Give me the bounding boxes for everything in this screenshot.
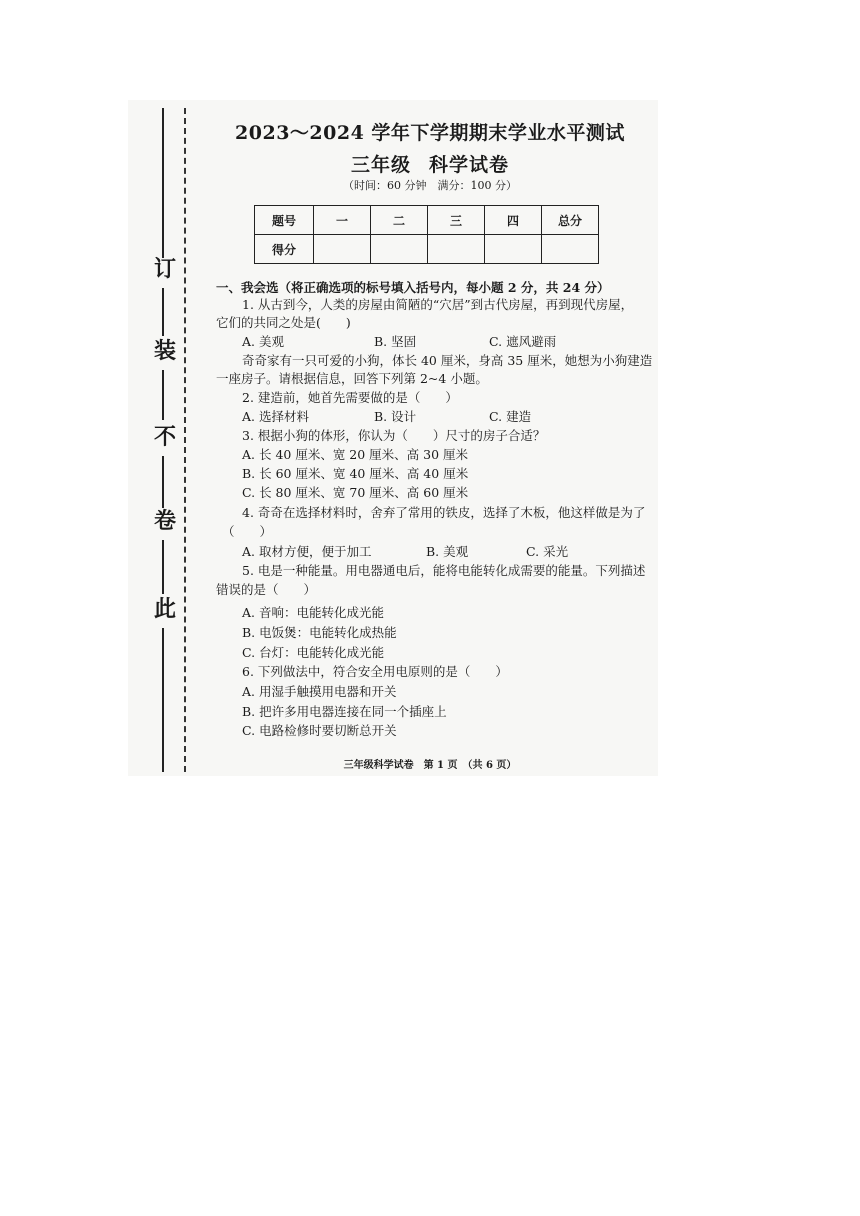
passage-line1: 奇奇家有一只可爱的小狗，体长 40 厘米，身高 35 厘米，她想为小狗建造 bbox=[242, 353, 653, 368]
option-2a: A. 选择材料 bbox=[242, 409, 309, 424]
grade-label: 三年级 bbox=[350, 154, 411, 176]
score-cell: 题号 bbox=[255, 206, 314, 235]
score-table-score-row bbox=[255, 235, 599, 264]
option-1a: A. 美观 bbox=[242, 334, 284, 349]
option-5c: C. 台灯：电能转化成光能 bbox=[242, 645, 385, 660]
binding-line-bottom bbox=[162, 628, 164, 772]
margin-char-ding: 订 bbox=[153, 256, 176, 282]
margin-char-juan: 卷 bbox=[153, 508, 176, 534]
option-3b: B. 长 60 厘米、宽 40 厘米、高 40 厘米 bbox=[242, 466, 469, 481]
binding-line bbox=[162, 370, 164, 420]
option-5b: B. 电饭煲：电能转化成热能 bbox=[242, 625, 397, 640]
score-cell: 一 bbox=[314, 206, 371, 235]
cut-line bbox=[184, 108, 186, 772]
score-input-cell[interactable] bbox=[371, 235, 428, 264]
option-3a: A. 长 40 厘米、宽 20 厘米、高 30 厘米 bbox=[242, 447, 469, 462]
subject-label: 科学试卷 bbox=[429, 154, 510, 176]
option-6b: B. 把许多用电器连接在同一个插座上 bbox=[242, 704, 447, 719]
score-cell: 得分 bbox=[255, 235, 314, 264]
option-4c: C. 采光 bbox=[526, 544, 569, 559]
option-4b: B. 美观 bbox=[426, 544, 469, 559]
binding-line-top bbox=[162, 108, 164, 258]
question-5-line2: 错误的是（ ） bbox=[216, 582, 317, 597]
score-cell: 四 bbox=[485, 206, 542, 235]
page-footer: 三年级科学试卷 第 1 页 （共 6 页） bbox=[343, 760, 517, 771]
option-1c: C. 遮风避雨 bbox=[489, 334, 557, 349]
passage-line2: 一座房子。请根据信息，回答下列第 2~4 小题。 bbox=[216, 371, 488, 386]
exam-meta: （时间：60 分钟 满分：100 分） bbox=[343, 179, 517, 192]
option-3c: C. 长 80 厘米、宽 70 厘米、高 60 厘米 bbox=[242, 485, 469, 500]
binding-line bbox=[162, 540, 164, 594]
exam-subtitle bbox=[200, 150, 660, 177]
binding-line bbox=[162, 456, 164, 508]
option-2c: C. 建造 bbox=[489, 409, 532, 424]
option-6c: C. 电路检修时要切断总开关 bbox=[242, 723, 397, 738]
score-input-cell[interactable] bbox=[428, 235, 485, 264]
section-heading: 一、我会选（将正确选项的标号填入括号内，每小题 2 分，共 24 分） bbox=[216, 280, 610, 295]
binding-line bbox=[162, 288, 164, 336]
question-3: 3. 根据小狗的体形，你认为（ ）尺寸的房子合适？ bbox=[242, 428, 546, 443]
score-table-header-row bbox=[255, 206, 599, 235]
option-1b: B. 坚固 bbox=[374, 334, 417, 349]
score-input-cell[interactable] bbox=[542, 235, 599, 264]
score-cell: 总分 bbox=[542, 206, 599, 235]
score-input-cell[interactable] bbox=[314, 235, 371, 264]
question-4-line2: （ ） bbox=[222, 524, 273, 539]
question-1-line1: 1. 从古到今，人类的房屋由简陋的“穴居”到古代房屋，再到现代房屋， bbox=[242, 297, 634, 312]
question-6: 6. 下列做法中，符合安全用电原则的是（ ） bbox=[242, 664, 508, 679]
question-2: 2. 建造前，她首先需要做的是（ ） bbox=[242, 390, 458, 405]
score-cell: 三 bbox=[428, 206, 485, 235]
exam-title: 2023～2024 学年下学期期末学业水平测试 bbox=[235, 122, 625, 144]
option-4a: A. 取材方便，便于加工 bbox=[242, 544, 372, 559]
margin-char-bu: 不 bbox=[153, 424, 176, 450]
question-4-line1: 4. 奇奇在选择材料时，舍弃了常用的铁皮，选择了木板，他这样做是为了 bbox=[242, 505, 646, 520]
score-table bbox=[254, 205, 599, 264]
option-5a: A. 音响：电能转化成光能 bbox=[242, 605, 384, 620]
score-cell: 二 bbox=[371, 206, 428, 235]
question-5-line1: 5. 电是一种能量。用电器通电后，能将电能转化成需要的能量。下列描述 bbox=[242, 563, 646, 578]
question-1-line2: 它们的共同之处是( ) bbox=[216, 315, 351, 330]
option-6a: A. 用湿手触摸用电器和开关 bbox=[242, 684, 397, 699]
margin-char-ci: 此 bbox=[153, 596, 176, 622]
option-2b: B. 设计 bbox=[374, 409, 417, 424]
score-input-cell[interactable] bbox=[485, 235, 542, 264]
margin-char-zhuang: 装 bbox=[153, 338, 176, 364]
